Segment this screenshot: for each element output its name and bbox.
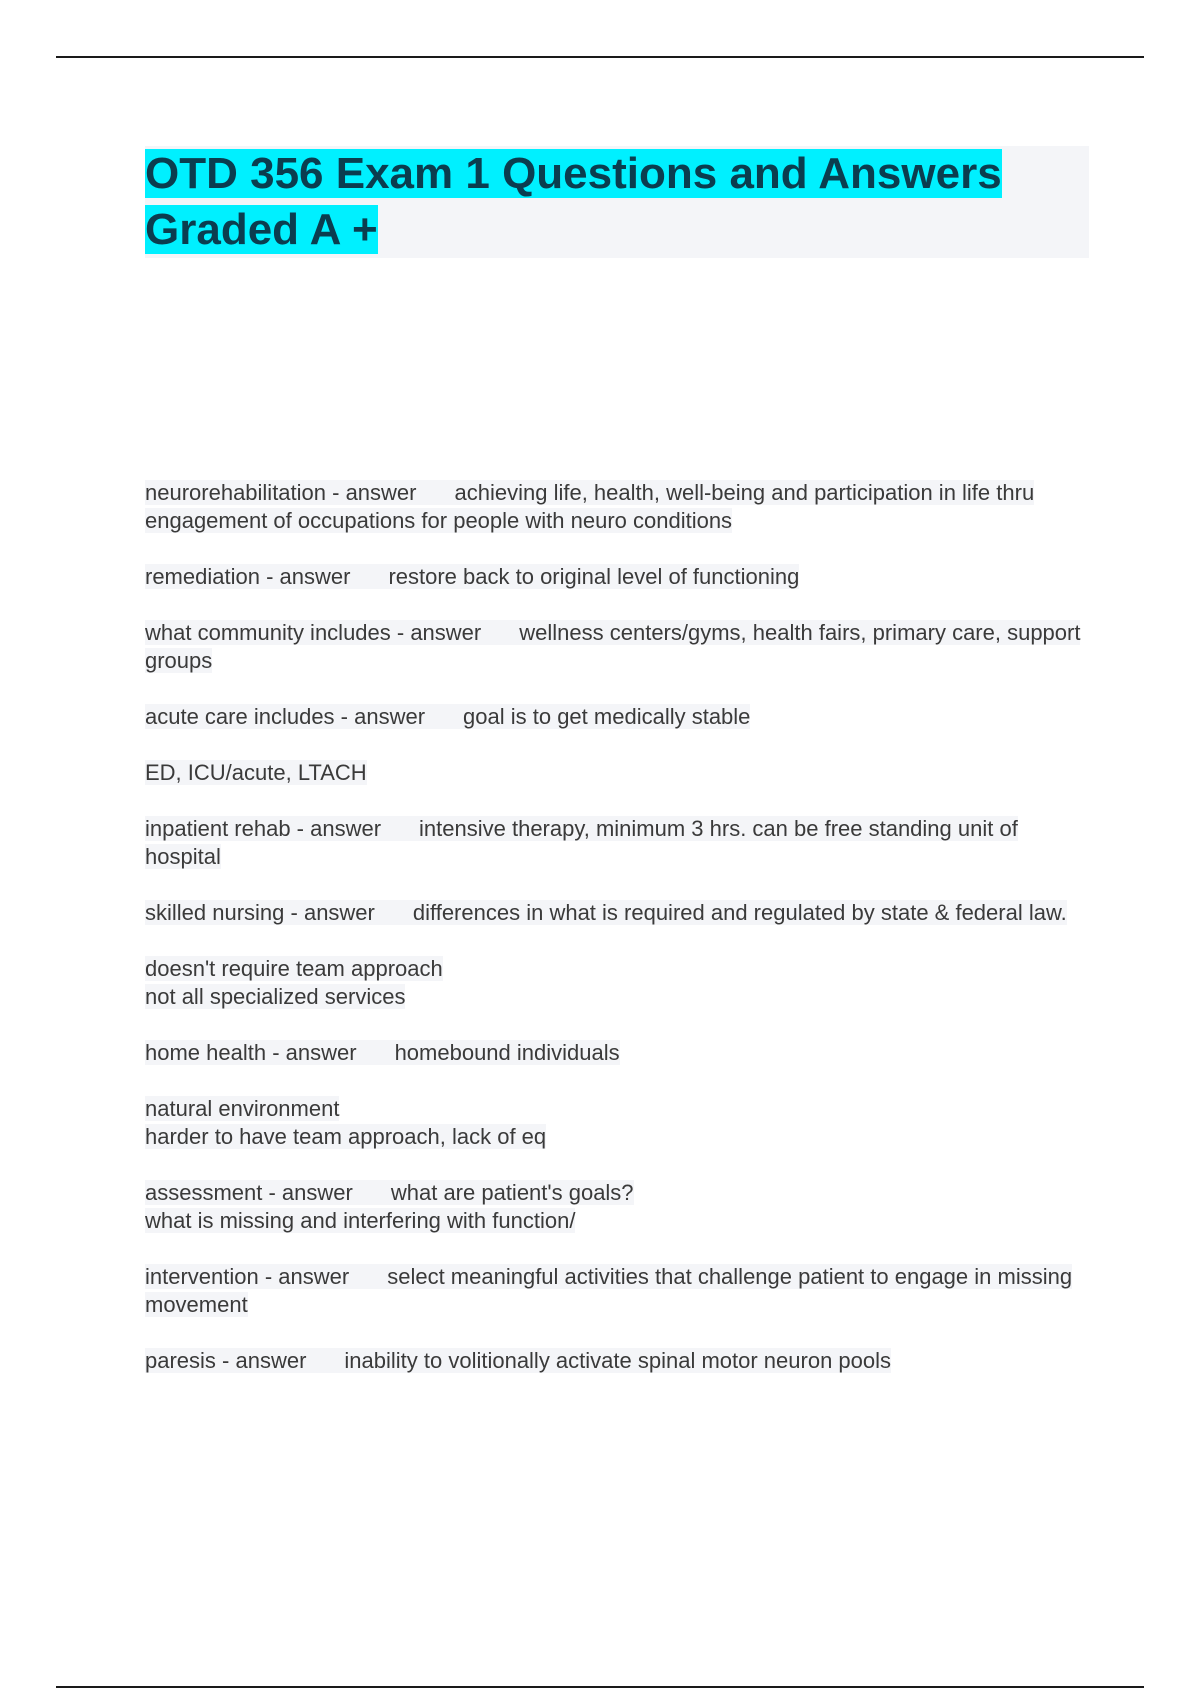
- qa-list: [145, 479, 1090, 1403]
- entry-answer: what are patient's goals?: [390, 1180, 634, 1205]
- entry-answer: intensive therapy, minimum 3 hrs. can be free standing unit of hospital: [145, 816, 1018, 869]
- entry-answer: select meaningful activities that challenge patient to engage in missing movement: [145, 1264, 1073, 1317]
- entry-answer: goal is to get medically stable: [463, 704, 751, 729]
- title-block: [145, 146, 1089, 258]
- qa-entry-continuation: [145, 759, 1090, 787]
- qa-entry: [145, 1347, 1090, 1375]
- entry-line: not all specialized services: [145, 984, 406, 1009]
- qa-entry: [145, 563, 1090, 591]
- qa-entry: [145, 1263, 1090, 1319]
- qa-entry: [145, 1179, 1090, 1235]
- entry-term: acute care includes - answer: [145, 704, 426, 729]
- entry-answer: differences in what is required and regulated by state & federal law.: [412, 900, 1067, 925]
- entry-line: natural environment: [145, 1096, 340, 1121]
- entry-term: remediation - answer: [145, 564, 351, 589]
- bottom-rule: [56, 1686, 1144, 1688]
- entry-answer: achieving life, health, well-being and participation in life thru engagement of occupations for people with neuro conditions: [145, 480, 1035, 533]
- entry-term: home health - answer: [145, 1040, 357, 1065]
- qa-entry-continuation: [145, 1095, 1090, 1151]
- entry-line: doesn't require team approach: [145, 956, 443, 981]
- qa-entry: [145, 1039, 1090, 1067]
- qa-entry: [145, 899, 1090, 927]
- qa-entry: [145, 619, 1090, 675]
- entry-term: intervention - answer: [145, 1264, 350, 1289]
- qa-entry: [145, 815, 1090, 871]
- entry-term: inpatient rehab - answer: [145, 816, 382, 841]
- entry-answer: inability to volitionally activate spinal motor neuron pools: [344, 1348, 892, 1373]
- entry-answer: homebound individuals: [394, 1040, 620, 1065]
- entry-term: skilled nursing - answer: [145, 900, 375, 925]
- entry-line: harder to have team approach, lack of eq: [145, 1124, 547, 1149]
- title-highlight: OTD 356 Exam 1 Questions and Answers Graded A +: [145, 149, 1002, 254]
- qa-entry: [145, 703, 1090, 731]
- entry-term: what community includes - answer: [145, 620, 482, 645]
- qa-entry: [145, 479, 1090, 535]
- entry-term: neurorehabilitation - answer: [145, 480, 417, 505]
- entry-answer: restore back to original level of functioning: [388, 564, 800, 589]
- entry-line: what is missing and interfering with function/: [145, 1208, 576, 1233]
- entry-line: ED, ICU/acute, LTACH: [145, 760, 367, 785]
- entry-term: assessment - answer: [145, 1180, 353, 1205]
- qa-entry-continuation: [145, 955, 1090, 1011]
- document-title: [145, 146, 1089, 258]
- top-rule: [56, 56, 1144, 58]
- entry-term: paresis - answer: [145, 1348, 307, 1373]
- entry-answer: wellness centers/gyms, health fairs, primary care, support groups: [145, 620, 1081, 673]
